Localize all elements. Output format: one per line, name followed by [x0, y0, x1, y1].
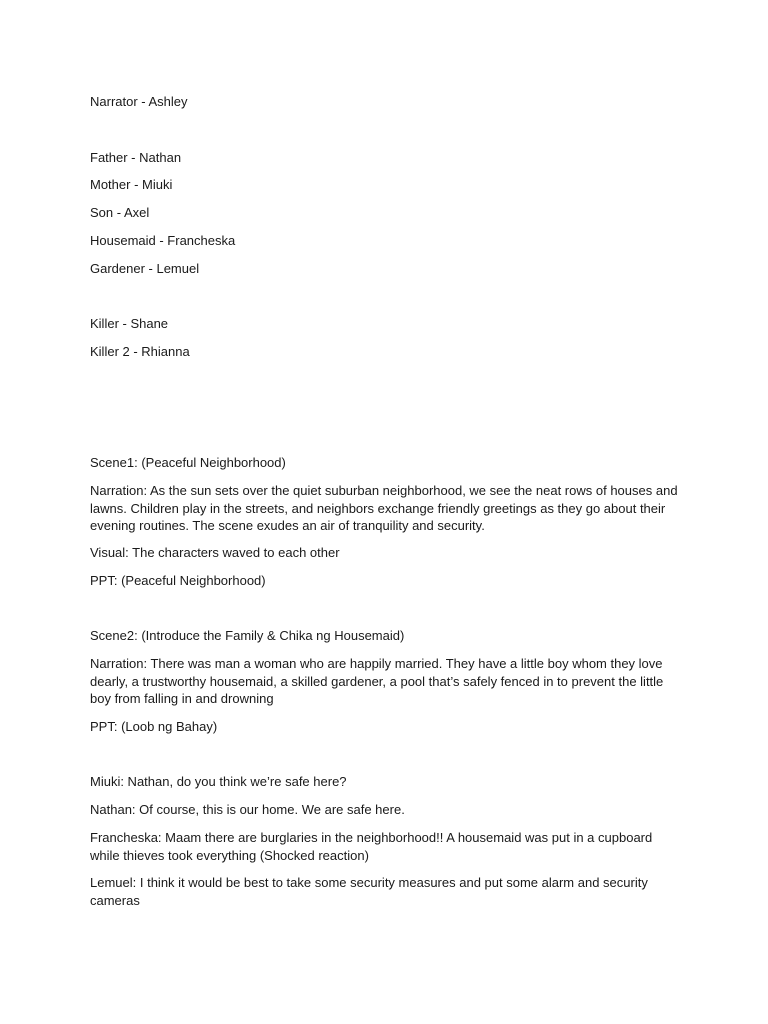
dialogue-miuki: Miuki: Nathan, do you think we’re safe here?	[90, 774, 347, 789]
scene1-narration: Narration: As the sun sets over the quiet suburban neighborhood, we see the neat rows of houses and lawns. Children play in the streets, and neighbors exchange friendly greetings as they go about their evening routines. The scene exudes an air of tranquility and security.	[90, 483, 678, 533]
cast-gardener: Gardener - Lemuel	[90, 261, 200, 276]
scene1-ppt: PPT: (Peaceful Neighborhood)	[90, 573, 266, 588]
cast-narrator: Narrator - Ashley	[90, 94, 188, 109]
scene1-heading: Scene1: (Peaceful Neighborhood)	[90, 455, 286, 470]
cast-killer-2: Killer 2 - Rhianna	[90, 344, 190, 359]
scene2-heading: Scene2: (Introduce the Family & Chika ng Housemaid)	[90, 628, 405, 643]
scene1-visual: Visual: The characters waved to each other	[90, 545, 340, 560]
cast-son: Son - Axel	[90, 205, 150, 220]
cast-mother: Mother - Miuki	[90, 177, 173, 192]
cast-killer: Killer - Shane	[90, 316, 169, 331]
cast-housemaid: Housemaid - Francheska	[90, 233, 236, 248]
scene2-ppt: PPT: (Loob ng Bahay)	[90, 719, 218, 734]
dialogue-nathan: Nathan: Of course, this is our home. We are safe here.	[90, 802, 405, 817]
cast-father: Father - Nathan	[90, 150, 182, 165]
dialogue-francheska: Francheska: Maam there are burglaries in the neighborhood!! A housemaid was put in a cupboard while thieves took everything (Shocked reaction)	[90, 830, 653, 863]
scene2-narration: Narration: There was man a woman who are happily married. They have a little boy whom they love dearly, a trustworthy housemaid, a skilled gardener, a pool that’s safely fenced in to prevent the little boy from falling in and drowning	[90, 656, 664, 706]
dialogue-lemuel: Lemuel: I think it would be best to take some security measures and put some alarm and security cameras	[90, 875, 648, 908]
